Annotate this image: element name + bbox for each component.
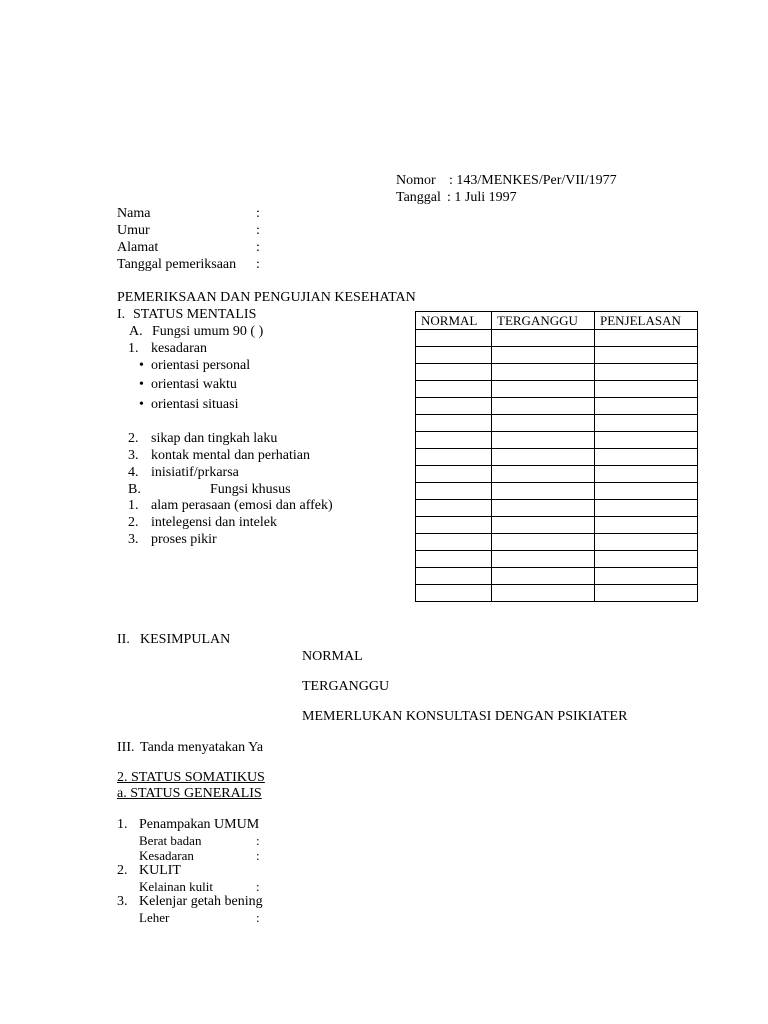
- somatic-kelainan-kulit-colon: :: [256, 879, 260, 894]
- assessment-table: [415, 311, 698, 602]
- table-row: [416, 432, 698, 449]
- field-nama-colon: :: [256, 206, 260, 221]
- section-3-label: Tanda menyatakan Ya: [140, 740, 264, 755]
- table-cell-terganggu[interactable]: [492, 415, 595, 432]
- table-cell-penjelasan[interactable]: [595, 347, 698, 364]
- table-row: [416, 381, 698, 398]
- table-cell-normal[interactable]: [416, 585, 492, 602]
- table-body: [416, 330, 698, 602]
- table-row: [416, 398, 698, 415]
- table-row: [416, 568, 698, 585]
- bullet-orientasi-waktu: orientasi waktu: [151, 377, 237, 392]
- table-row: [416, 415, 698, 432]
- table-header-row: [416, 312, 698, 330]
- somatic-kesadaran-colon: :: [256, 848, 260, 863]
- somatic-item-1-number: 1.: [117, 817, 128, 832]
- table-cell-terganggu[interactable]: [492, 381, 595, 398]
- table-cell-penjelasan[interactable]: [595, 398, 698, 415]
- nomor-value: : 143/MENKES/Per/VII/1977: [449, 173, 617, 188]
- somatic-item-2-number: 2.: [117, 863, 128, 878]
- table-cell-normal[interactable]: [416, 432, 492, 449]
- table-cell-penjelasan[interactable]: [595, 534, 698, 551]
- table-row: [416, 466, 698, 483]
- table-cell-normal[interactable]: [416, 517, 492, 534]
- table-cell-normal[interactable]: [416, 500, 492, 517]
- field-tanggal-pemeriksaan-colon: :: [256, 257, 260, 272]
- item-proses-pikir-number: 3.: [128, 532, 139, 547]
- table-cell-terganggu[interactable]: [492, 568, 595, 585]
- table-cell-penjelasan[interactable]: [595, 364, 698, 381]
- somatic-item-2-label: KULIT: [139, 863, 181, 878]
- table-row: [416, 449, 698, 466]
- table-cell-normal[interactable]: [416, 347, 492, 364]
- tanggal-label: Tanggal: [396, 190, 441, 205]
- section-2-number: II.: [117, 632, 130, 647]
- column-header-normal: NORMAL: [416, 312, 492, 330]
- table-cell-penjelasan[interactable]: [595, 568, 698, 585]
- table-cell-penjelasan[interactable]: [595, 466, 698, 483]
- item-kesadaran-number: 1.: [128, 341, 139, 356]
- table-cell-penjelasan[interactable]: [595, 415, 698, 432]
- field-alamat-colon: :: [256, 240, 260, 255]
- somatic-leher-colon: :: [256, 910, 260, 925]
- column-header-terganggu: TERGANGGU: [492, 312, 595, 330]
- table-cell-penjelasan[interactable]: [595, 432, 698, 449]
- item-kesadaran-label: kesadaran: [151, 341, 207, 356]
- option-konsultasi-psikiater: MEMERLUKAN KONSULTASI DENGAN PSIKIATER: [302, 709, 628, 724]
- bullet-icon: •: [139, 358, 144, 373]
- somatic-item-1-label: Penampakan UMUM: [139, 817, 260, 832]
- field-umur-label: Umur: [117, 223, 150, 238]
- table-row: [416, 330, 698, 347]
- table-cell-terganggu[interactable]: [492, 585, 595, 602]
- table-cell-terganggu[interactable]: [492, 449, 595, 466]
- somatic-berat-badan-colon: :: [256, 833, 260, 848]
- main-title: PEMERIKSAAN DAN PENGUJIAN KESEHATAN: [117, 290, 416, 305]
- table-cell-normal[interactable]: [416, 415, 492, 432]
- table-row: [416, 347, 698, 364]
- table-cell-terganggu[interactable]: [492, 500, 595, 517]
- status-somatikus-title: 2. STATUS SOMATIKUS: [117, 770, 265, 785]
- table-cell-penjelasan[interactable]: [595, 483, 698, 500]
- table-cell-terganggu[interactable]: [492, 432, 595, 449]
- table-cell-normal[interactable]: [416, 483, 492, 500]
- table-cell-normal[interactable]: [416, 534, 492, 551]
- table-cell-terganggu[interactable]: [492, 517, 595, 534]
- table-cell-normal[interactable]: [416, 330, 492, 347]
- tanggal-value: : 1 Juli 1997: [447, 190, 517, 205]
- bullet-orientasi-personal: orientasi personal: [151, 358, 251, 373]
- section-1-number: I.: [117, 307, 126, 322]
- somatic-item-3-number: 3.: [117, 894, 128, 909]
- field-umur-colon: :: [256, 223, 260, 238]
- section-3-number: III.: [117, 740, 135, 755]
- table-cell-terganggu[interactable]: [492, 534, 595, 551]
- table-cell-normal[interactable]: [416, 551, 492, 568]
- item-sikap-number: 2.: [128, 431, 139, 446]
- section-2-title: KESIMPULAN: [140, 632, 231, 647]
- table-cell-penjelasan[interactable]: [595, 500, 698, 517]
- table-row: [416, 517, 698, 534]
- table-row: [416, 585, 698, 602]
- table-cell-normal[interactable]: [416, 398, 492, 415]
- table-cell-normal[interactable]: [416, 449, 492, 466]
- subsection-b-letter: B.: [128, 482, 141, 497]
- table-cell-penjelasan[interactable]: [595, 585, 698, 602]
- column-header-penjelasan: PENJELASAN: [595, 312, 698, 330]
- table-cell-normal[interactable]: [416, 466, 492, 483]
- item-alam-perasaan-label: alam perasaan (emosi dan affek): [151, 498, 333, 513]
- table-cell-terganggu[interactable]: [492, 398, 595, 415]
- table-cell-terganggu[interactable]: [492, 483, 595, 500]
- option-normal: NORMAL: [302, 649, 363, 664]
- table-cell-penjelasan[interactable]: [595, 330, 698, 347]
- table-cell-normal[interactable]: [416, 568, 492, 585]
- somatic-leher-label: Leher: [139, 910, 170, 925]
- field-tanggal-pemeriksaan-label: Tanggal pemeriksaan: [117, 257, 237, 272]
- item-sikap-label: sikap dan tingkah laku: [151, 431, 278, 446]
- table-cell-terganggu[interactable]: [492, 466, 595, 483]
- item-alam-perasaan-number: 1.: [128, 498, 139, 513]
- item-intelegensi-number: 2.: [128, 515, 139, 530]
- subsection-a-letter: A.: [129, 324, 143, 339]
- bullet-icon: •: [139, 377, 144, 392]
- table-cell-normal[interactable]: [416, 364, 492, 381]
- subsection-b-label: Fungsi khusus: [210, 482, 291, 497]
- table-cell-terganggu[interactable]: [492, 330, 595, 347]
- table-row: [416, 483, 698, 500]
- table-row: [416, 534, 698, 551]
- table-cell-penjelasan[interactable]: [595, 551, 698, 568]
- field-nama-label: Nama: [117, 206, 151, 221]
- table-row: [416, 551, 698, 568]
- table-row: [416, 500, 698, 517]
- option-terganggu: TERGANGGU: [302, 679, 390, 694]
- field-alamat-label: Alamat: [117, 240, 159, 255]
- section-1-title: STATUS MENTALIS: [133, 307, 257, 322]
- table-cell-terganggu[interactable]: [492, 551, 595, 568]
- somatic-kesadaran-label: Kesadaran: [139, 848, 194, 863]
- item-proses-pikir-label: proses pikir: [151, 532, 217, 547]
- table-cell-terganggu[interactable]: [492, 364, 595, 381]
- nomor-label: Nomor: [396, 173, 436, 188]
- bullet-icon: •: [139, 397, 144, 412]
- table-cell-penjelasan[interactable]: [595, 381, 698, 398]
- table-cell-penjelasan[interactable]: [595, 449, 698, 466]
- table-row: [416, 364, 698, 381]
- table-cell-terganggu[interactable]: [492, 347, 595, 364]
- somatic-kelainan-kulit-label: Kelainan kulit: [139, 879, 214, 894]
- bullet-orientasi-situasi: orientasi situasi: [151, 397, 239, 412]
- item-kontak-label: kontak mental dan perhatian: [151, 448, 310, 463]
- table-cell-penjelasan[interactable]: [595, 517, 698, 534]
- table-cell-normal[interactable]: [416, 381, 492, 398]
- somatic-berat-badan-label: Berat badan: [139, 833, 202, 848]
- somatic-item-3-label: Kelenjar getah bening: [139, 894, 263, 909]
- subsection-a-label: Fungsi umum 90 ( ): [152, 324, 264, 339]
- status-generalis-subtitle: a. STATUS GENERALIS: [117, 786, 262, 801]
- item-inisiatif-number: 4.: [128, 465, 139, 480]
- item-inisiatif-label: inisiatif/prkarsa: [151, 465, 239, 480]
- item-intelegensi-label: intelegensi dan intelek: [151, 515, 277, 530]
- item-kontak-number: 3.: [128, 448, 139, 463]
